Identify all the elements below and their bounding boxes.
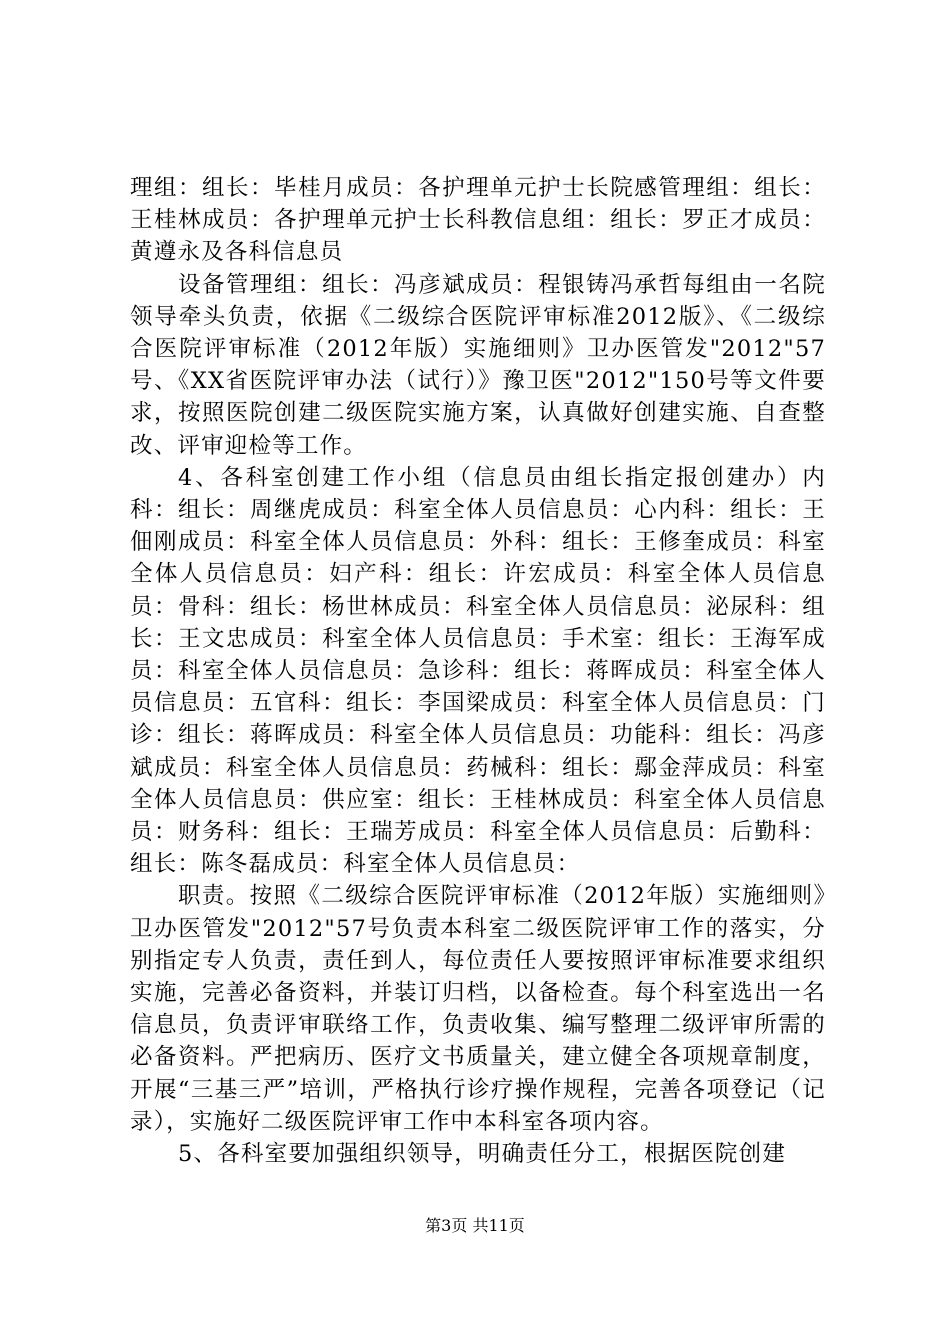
paragraph-1: 理组：组长：毕桂月成员：各护理单元护士长院感管理组：组长：王桂林成员：各护理单元护士长科教信息组：组长：罗正才成员：黄遵永及各科信息员 xyxy=(130,175,826,266)
document-body xyxy=(130,172,826,1170)
paragraph-3: 4、各科室创建工作小组（信息员由组长指定报创建办）内科：组长：周继虎成员：科室全体人员信息员：心内科：组长：王佃刚成员：科室全体人员信息员：外科：组长：王修奎成员：科室全体人员信息员：妇产科：组长：许宏成员：科室全体人员信息员：骨科：组长：杨世林成员：科室全体人员信息员：泌尿科：组长：王文忠成员：科室全体人员信息员：手术室：组长：王海军成员：科室全体人员信息员：急诊科：组长：蒋晖成员：科室全体人员信息员：五官科：组长：李国梁成员：科室全体人员信息员：门诊：组长：蒋晖成员：科室全体人员信息员：功能科：组长：冯彦斌成员：科室全体人员信息员：药械科：组长：鄢金萍成员：科室全体人员信息员：供应室：组长：王桂林成员：科室全体人员信息员：财务科：组长：王瑞芳成员：科室全体人员信息员：后勤科：组长：陈冬磊成员：科室全体人员信息员： xyxy=(130,464,826,878)
paragraph-5: 5、各科室要加强组织领导，明确责任分工，根据医院创建 xyxy=(178,1141,787,1168)
page-footer: 第3页 共11页 xyxy=(425,1216,525,1235)
paragraph-2: 设备管理组：组长：冯彦斌成员：程银铸冯承哲每组由一名院领导牵头负责，依据《二级综合医院评审标准2012版》、《二级综合医院评审标准（2012年版）实施细则》卫办医管发"2012"57号、《XX省医院评审办法（试行）》豫卫医"2012"150号等文件要求，按照医院创建二级医院实施方案，认真做好创建实施、自查整改、评审迎检等工作。 xyxy=(130,271,826,459)
paragraph-4: 职责。按照《二级综合医院评审标准（2012年版）实施细则》卫办医管发"2012"57号负责本科室二级医院评审工作的落实，分别指定专人负责，责任到人，每位责任人要按照评审标准要求组织实施，完善必备资料，并装订归档，以备检查。每个科室选出一名信息员，负责评审联络工作，负责收集、编写整理二级评审所需的必备资料。严把病历、医疗文书质量关，建立健全各项规章制度，开展“三基三严”培训，严格执行诊疗操作规程，完善各项登记（记录），实施好二级医院评审工作中本科室各项内容。 xyxy=(130,883,826,1135)
